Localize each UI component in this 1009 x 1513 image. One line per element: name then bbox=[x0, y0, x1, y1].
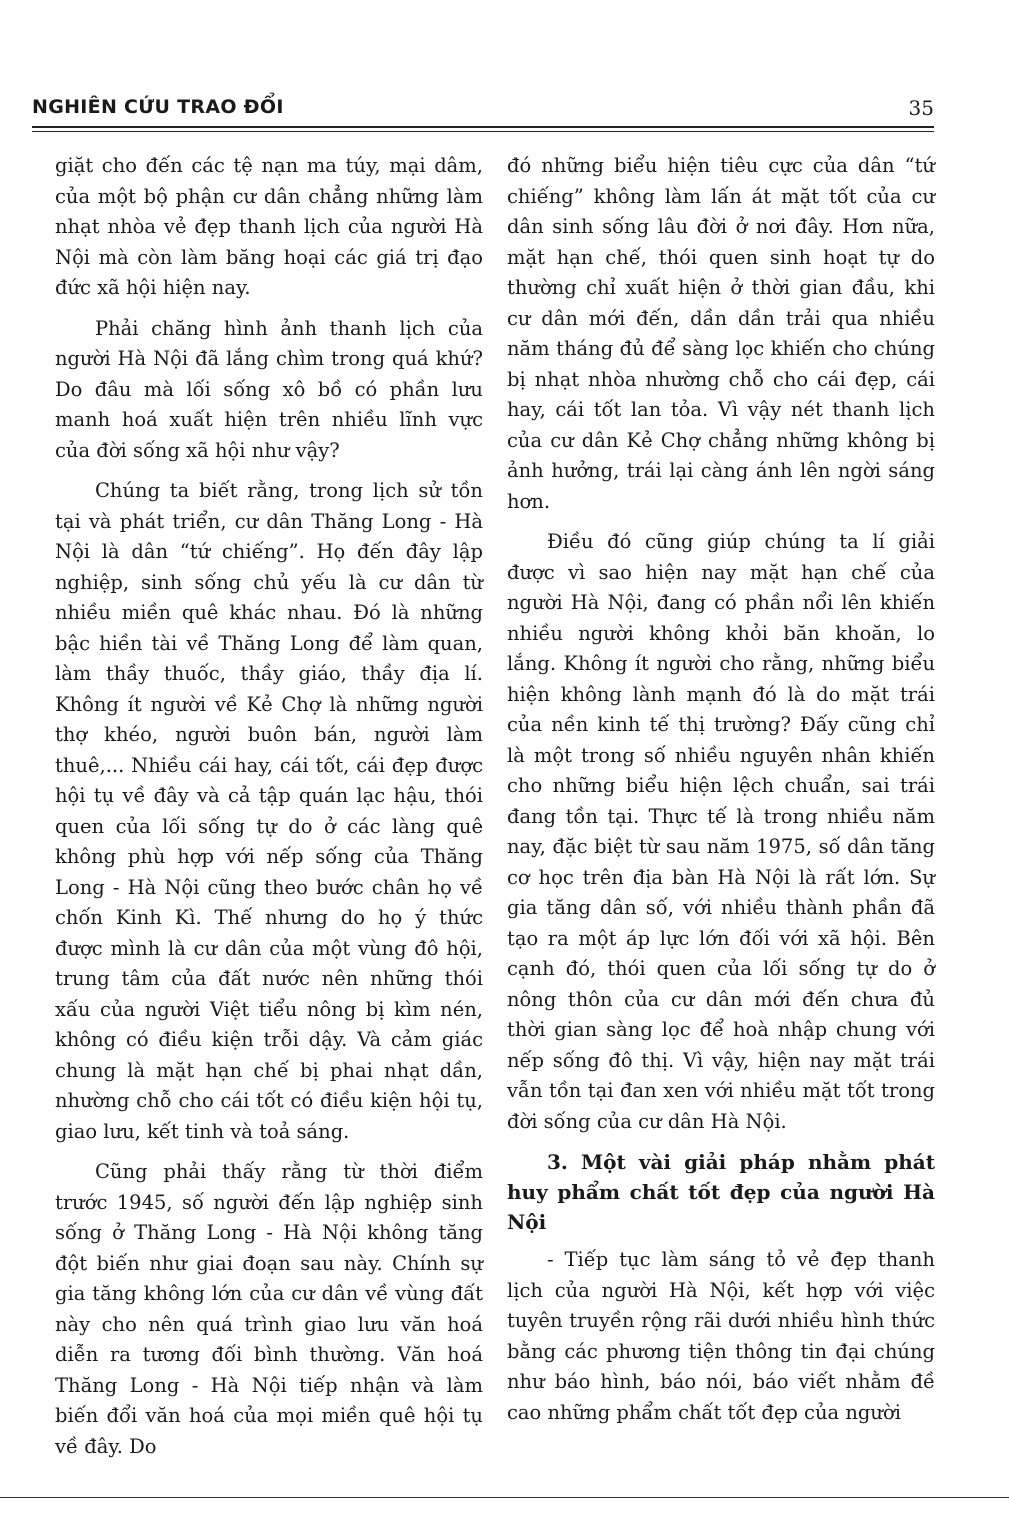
paragraph: Điều đó cũng giúp chúng ta lí giải được vì sao hiện nay mặt hạn chế của người Hà Nội, đang có phần nổi lên khiến nhiều người không khỏi băn khoăn, lo lắng. Không ít người cho rằng, những biểu hiện không lành mạnh đó là do mặt trái của nền kinh tế thị trường? Đấy cũng chỉ là một trong số nhiều nguyên nhân khiến cho những biểu hiện lệch chuẩn, sai trái đang tồn tại. Thực tế là trong nhiều năm nay, đặc biệt từ sau năm 1975, số dân tăng cơ học trên địa bàn Hà Nội là rất lớn. Sự gia tăng dân số, với nhiều thành phần đã tạo ra một áp lực lớn đối với xã hội. Bên cạnh đó, thói quen của lối sống tự do ở nông thôn của cư dân mới đến chưa đủ thời gian sàng lọc để hoà nhập chung với nếp sống đô thị. Vì vậy, hiện nay mặt trái vẫn tồn tại đan xen với nhiều mặt tốt trong đời sống của cư dân Hà Nội. bbox=[507, 530, 935, 1133]
paragraph: - Tiếp tục làm sáng tỏ vẻ đẹp thanh lịch của người Hà Nội, kết hợp với việc tuyên truyền rộng rãi dưới nhiều hình thức bằng các phương tiện thông tin đại chúng như báo hình, báo nói, báo viết nhằm đề cao những phẩm chất tốt đẹp của người bbox=[507, 1248, 935, 1424]
paragraph: đó những biểu hiện tiêu cực của dân “tứ chiếng” không làm lấn át mặt tốt của cư dân sinh sống lâu đời ở nơi đây. Hơn nữa, mặt hạn chế, thói quen sinh hoạt tự do thường chỉ xuất hiện ở thời gian đầu, khi cư dân mới đến, dần dần trải qua nhiều năm tháng đủ để sàng lọc khiến cho chúng bị nhạt nhòa nhường chỗ cho cái đẹp, cái hay, cái tốt lan tỏa. Vì vậy nét thanh lịch của cư dân Kẻ Chợ chẳng những không bị ảnh hưởng, trái lại càng ánh lên ngời sáng hơn. bbox=[507, 154, 935, 513]
page-number: 35 bbox=[908, 96, 934, 120]
paragraph: giặt cho đến các tệ nạn ma túy, mại dâm, của một bộ phận cư dân chẳng những làm nhạt nhòa vẻ đẹp thanh lịch của người Hà Nội mà còn làm băng hoại các giá trị đạo đức xã hội hiện nay. bbox=[55, 154, 483, 299]
page-edge-line bbox=[0, 1497, 1009, 1498]
paragraph: Phải chăng hình ảnh thanh lịch của người Hà Nội đã lắng chìm trong quá khứ? Do đâu mà lối sống xô bồ có phần lưu manh hoá xuất hiện trên nhiều lĩnh vực của đời sống xã hội như vậy? bbox=[55, 316, 483, 462]
section-heading: 3. Một vài giải pháp nhằm phát huy phẩm chất tốt đẹp của người Hà Nội bbox=[507, 1150, 935, 1234]
right-column bbox=[507, 151, 935, 1438]
header-rule-thick bbox=[32, 126, 934, 128]
running-header bbox=[32, 96, 934, 122]
paragraph: Cũng phải thấy rằng từ thời điểm trước 1945, số người đến lập nghiệp sinh sống ở Thăng Long - Hà Nội không tăng đột biến như giai đoạn sau này. Chính sự gia tăng không lớn của cư dân về vùng đất này cho nên quá trình giao lưu văn hoá diễn ra tương đối bình thường. Văn hoá Thăng Long - Hà Nội tiếp nhận và làm biến đổi văn hoá của mọi miền quê hội tụ về đây. Do bbox=[55, 1160, 483, 1458]
left-column bbox=[55, 151, 483, 1472]
paragraph: Chúng ta biết rằng, trong lịch sử tồn tại và phát triển, cư dân Thăng Long - Hà Nội là dân “tứ chiếng”. Họ đến đây lập nghiệp, sinh sống chủ yếu là cư dân từ nhiều miền quê khác nhau. Đó là những bậc hiền tài về Thăng Long để làm quan, làm thầy thuốc, thầy giáo, thầy địa lí. Không ít người về Kẻ Chợ là những người thợ khéo, người buôn bán, người làm thuê,... Nhiều cái hay, cái tốt, cái đẹp được hội tụ về đây và cả tập quán lạc hậu, thói quen của lối sống tự do ở các làng quê không phù hợp với nếp sống của Thăng Long - Hà Nội cũng theo bước chân họ về chốn Kinh Kì. Thế nhưng do họ ý thức được mình là cư dân của một vùng đô hội, trung tâm của đất nước nên những thói xấu của người Việt tiểu nông bị kìm nén, không có điều kiện trỗi dậy. Và cảm giác chung là mặt hạn chế bị phai nhạt dần, nhường chỗ cho cái tốt có điều kiện hội tụ, giao lưu, kết tinh và toả sáng. bbox=[55, 479, 483, 1143]
header-rule-thin bbox=[32, 131, 934, 132]
section-title: NGHIÊN CỨU TRAO ĐỔI bbox=[32, 96, 284, 118]
